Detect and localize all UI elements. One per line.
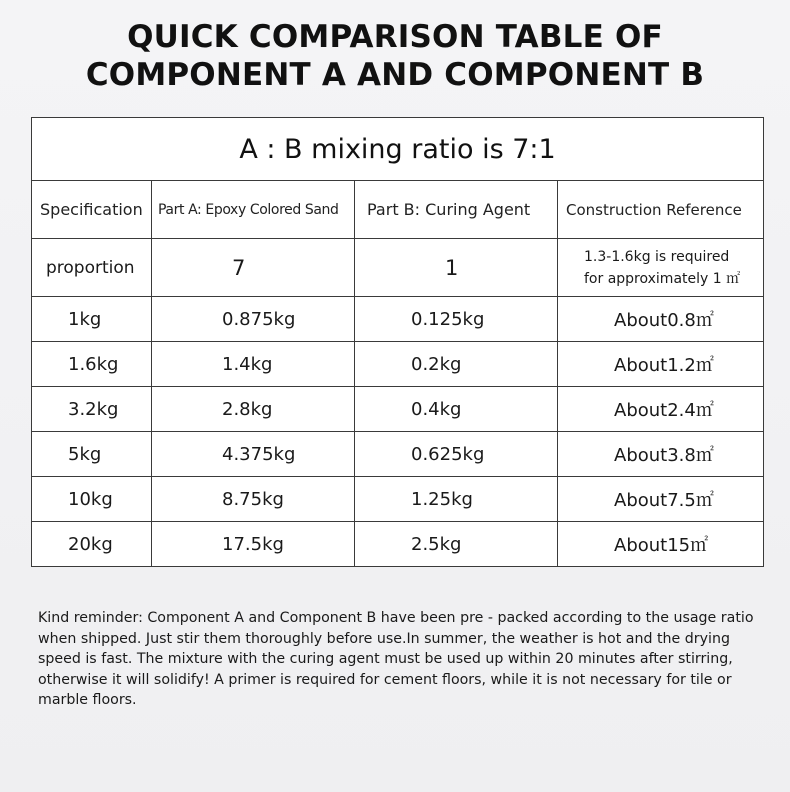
spec-cell: 1kg xyxy=(32,297,152,342)
spec-cell: 1.6kg xyxy=(32,342,152,387)
reference-cell: About7.5㎡ xyxy=(558,477,764,522)
spec-cell: 3.2kg xyxy=(32,387,152,432)
mixing-ratio-heading: A : B mixing ratio is 7:1 xyxy=(32,118,764,181)
part-a-cell: 17.5kg xyxy=(152,522,355,567)
proportion-row xyxy=(32,239,764,297)
part-b-cell: 0.4kg xyxy=(355,387,558,432)
reference-cell: About3.8㎡ xyxy=(558,432,764,477)
header-specification: Specification xyxy=(32,181,152,239)
spec-cell: 20kg xyxy=(32,522,152,567)
proportion-reference xyxy=(558,239,764,297)
header-part-b: Part B: Curing Agent xyxy=(355,181,558,239)
part-b-cell: 0.625kg xyxy=(355,432,558,477)
reference-cell: About2.4㎡ xyxy=(558,387,764,432)
proportion-part-b: 1 xyxy=(355,239,558,297)
reference-cell: About1.2㎡ xyxy=(558,342,764,387)
proportion-reference-line-2: for approximately 1 ㎡ xyxy=(584,270,741,287)
reference-cell: About0.8㎡ xyxy=(558,297,764,342)
table-row xyxy=(32,342,764,387)
title-line-1: QUICK COMPARISON TABLE OF xyxy=(127,19,663,55)
part-a-cell: 8.75kg xyxy=(152,477,355,522)
spec-cell: 10kg xyxy=(32,477,152,522)
reference-cell: About15㎡ xyxy=(558,522,764,567)
header-row xyxy=(32,181,764,239)
proportion-label: proportion xyxy=(32,239,152,297)
header-part-a: Part A: Epoxy Colored Sand xyxy=(152,181,355,239)
proportion-part-a: 7 xyxy=(152,239,355,297)
table-row xyxy=(32,477,764,522)
part-b-cell: 0.125kg xyxy=(355,297,558,342)
part-a-cell: 1.4kg xyxy=(152,342,355,387)
part-b-cell: 2.5kg xyxy=(355,522,558,567)
part-a-cell: 2.8kg xyxy=(152,387,355,432)
kind-reminder-text: Kind reminder: Component A and Component B have been pre - packed according to the usage ratio when shipped. Just stir them thoroughly before use.In summer, the weather is hot and the drying speed is fast. The mixture with the curing agent must be used up within 20 minutes after stirring, otherwise it will solidify! A primer is required for cement floors, while it is not necessary for tile or marble floors. xyxy=(38,610,754,708)
part-a-cell: 4.375kg xyxy=(152,432,355,477)
ratio-row xyxy=(32,118,764,181)
table-row xyxy=(32,522,764,567)
comparison-table xyxy=(31,117,764,567)
table-row xyxy=(32,432,764,477)
table-row xyxy=(32,297,764,342)
proportion-reference-line-1: 1.3-1.6kg is required xyxy=(584,248,730,265)
spec-cell: 5kg xyxy=(32,432,152,477)
table-row xyxy=(32,387,764,432)
part-b-cell: 1.25kg xyxy=(355,477,558,522)
page-title xyxy=(0,18,790,94)
title-line-2: COMPONENT A AND COMPONENT B xyxy=(85,57,705,93)
header-construction-reference: Construction Reference xyxy=(558,181,764,239)
part-a-cell: 0.875kg xyxy=(152,297,355,342)
part-b-cell: 0.2kg xyxy=(355,342,558,387)
